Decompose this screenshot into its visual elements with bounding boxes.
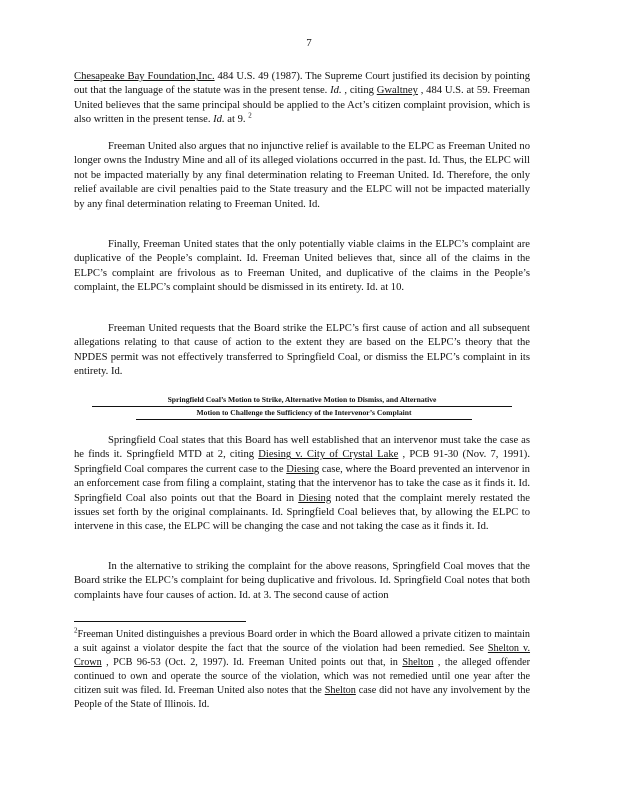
case-citation: Diesing xyxy=(286,463,320,475)
text-run: case, where the Board prevented an intervenor in an enforcement case from filing a complaint, stating that the intervenor has to take the case as it finds it. Id. Springfield Coal also points out that the Board in xyxy=(74,463,530,504)
footnote-separator xyxy=(74,621,246,622)
paragraph-4: Freeman United requests that the Board strike the ELPC’s first cause of action and all subsequent allegations relating to that cause of action to the extent they are based on the ELPC’s theory that the NPDES permit was not effectively transferred to Springfield Coal, or dismiss the ELPC’s complaint in its entirety. Id. xyxy=(74,323,530,378)
footnote-marker: 2 xyxy=(248,111,252,120)
section-heading xyxy=(92,394,512,420)
case-citation: Chesapeake Bay Foundation,Inc. xyxy=(74,71,215,82)
paragraph-1 xyxy=(74,70,530,128)
paragraph-2: Freeman United also argues that no injunctive relief is available to the ELPC as Freeman United no longer owns the Industry Mine and all of its alleged violations occurred in the past. Id. Thus, the ELPC will not be impacted materially by any final determination relating to Freeman United. Id. Therefore, the only relief available are civil penalties paid to the State treasury and the ELPC will not be impacted materially by any final determination relating to Freeman United. Id. xyxy=(74,141,530,210)
case-citation: Gwaltney xyxy=(376,85,418,97)
case-citation: Diesing xyxy=(298,492,332,504)
text-run: at 9. xyxy=(224,114,249,126)
section-heading-line-2: Motion to Challenge the Sufficiency of the Intervenor’s Complaint xyxy=(136,407,472,420)
page-number: 7 xyxy=(306,37,312,49)
section-heading-line-1: Springfield Coal’s Motion to Strike, Alternative Motion to Dismiss, and Alternative xyxy=(92,394,512,407)
text-run: Freeman United distinguishes a previous Board order in which the Board allowed a private citizen to maintain a suit against a violator despite the fact that the source of the violation had been remedied. See xyxy=(74,629,530,654)
text-run: , the alleged offender continued to own and operate the source of the violation, which was not remedied until one year after the citizen suit was filed. Id. Freeman United also notes that the xyxy=(74,657,531,696)
case-citation: Shelton xyxy=(402,657,434,668)
footnote xyxy=(74,628,530,712)
text-run: Springfield Coal states that this Board has well established that an intervenor must take the case as he finds it. Springfield MTD at 2, citing xyxy=(74,435,530,461)
text-run: , 484 U.S. at 59. Freeman United believes that the same principal should be applied to the Act’s citizen complaint provision, which is also written in the present tense. xyxy=(74,85,530,126)
text-run: case did not have any involvement by the People of the State of Illinois. Id. xyxy=(74,685,530,710)
id-citation: Id. xyxy=(213,114,225,126)
text-run: noted that the complaint merely restated the issues set forth by the original complainants. Id. Springfield Coal believes that, by allowing the ELPC to intervene in this case, the ELPC will be changing the case and not taking the case as it finds it. Id. xyxy=(74,492,530,533)
paragraph-3: Finally, Freeman United states that the only potentially viable claims in the ELPC’s complaint are duplicative of the People’s complaint. Id. Freeman United believes that, since all of the claims in the ELPC’s complaint are frivolous as to Freeman United, and duplicative of the claims in the People’s complaint, the ELPC’s complaint should be dismissed in its entirety. Id. at 10. xyxy=(74,239,530,294)
text-run: , PCB 91-30 (Nov. 7, 1991). Springfield Coal compares the current case to the xyxy=(74,449,530,475)
case-citation: Shelton v. Crown xyxy=(74,643,531,668)
footnote-number: 2 xyxy=(74,626,78,635)
case-citation: Shelton xyxy=(324,685,356,696)
id-citation: Id. xyxy=(330,85,342,97)
text-run: , PCB 96-53 (Oct. 2, 1997). Id. Freeman United points out that, in xyxy=(101,657,403,668)
paragraph-6: In the alternative to striking the complaint for the above reasons, Springfield Coal moves that the Board strike the ELPC’s complaint for being duplicative and frivolous. Id. Springfield Coal notes that both complaints have four causes of action. Id. at 3. The second cause of action xyxy=(74,561,530,601)
text-run: 484 U.S. 49 (1987). The Supreme Court justified its decision by pointing out that the language of the statute was in the present tense. xyxy=(74,71,530,97)
paragraph-5 xyxy=(74,434,530,535)
text-run: , citing xyxy=(341,85,377,97)
case-citation: Diesing v. City of Crystal Lake xyxy=(258,449,399,461)
